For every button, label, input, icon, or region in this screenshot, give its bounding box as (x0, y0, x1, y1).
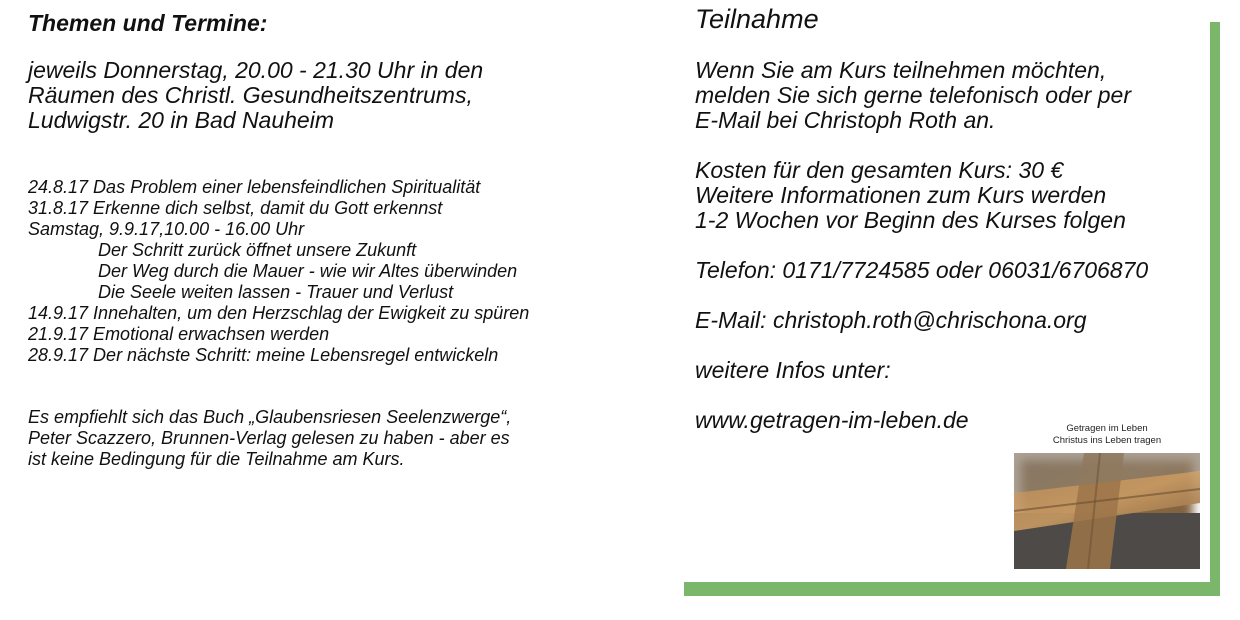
schedule-subitem: Der Weg durch die Mauer - wie wir Altes überwinden (98, 261, 518, 281)
phone-text (695, 258, 1148, 283)
schedule-item: 24.8.17 Das Problem einer lebensfeindlichen Spiritualität (28, 177, 481, 197)
note-line: Es empfiehlt sich das Buch „Glaubensriesen Seelenzwerge“, (28, 407, 512, 427)
book-recommendation (28, 407, 511, 470)
website-text (695, 408, 969, 433)
website-url: www.getragen-im-leben.de (695, 407, 969, 433)
flyer-caption-line: Getragen im Leben (1066, 423, 1148, 434)
schedule-item: Samstag, 9.9.17,10.00 - 16.00 Uhr (28, 219, 305, 239)
participation-panel (684, 0, 1220, 596)
more-info-text: weitere Infos unter: (695, 357, 891, 383)
signup-line: Wenn Sie am Kurs teilnehmen möchten, (695, 57, 1107, 83)
cross-beams-graphic (1014, 453, 1200, 569)
flyer-caption-line: Christus ins Leben tragen (1052, 435, 1162, 446)
flyer-caption (1012, 423, 1202, 447)
note-line: ist keine Bedingung für die Teilnahme am Kurs. (28, 449, 405, 469)
green-frame-right (1210, 22, 1220, 596)
schedule-item: 14.9.17 Innehalten, um den Herzschlag der Ewigkeit zu spüren (28, 303, 530, 323)
more-info-label (695, 358, 891, 383)
schedule-item: 31.8.17 Erkenne dich selbst, damit du Gott erkennst (28, 198, 443, 218)
cost-line: Kosten für den gesamten Kurs: 30 € (695, 157, 1064, 183)
green-frame-bottom (684, 582, 1220, 596)
cost-line: Weitere Informationen zum Kurs werden (695, 182, 1107, 208)
schedule-subitem: Die Seele weiten lassen - Trauer und Verlust (98, 282, 454, 302)
email-text (695, 308, 1087, 333)
wooden-cross-photo (1014, 453, 1200, 569)
course-flyer-image (1012, 420, 1202, 570)
email-address: E-Mail: christoph.roth@chrischona.org (695, 307, 1087, 333)
cost-paragraph (695, 158, 1126, 233)
signup-line: melden Sie sich gerne telefonisch oder per (695, 82, 1131, 108)
intro-line: jeweils Donnerstag, 20.00 - 21.30 Uhr in den (28, 57, 484, 83)
note-line: Peter Scazzero, Brunnen-Verlag gelesen zu haben - aber es (28, 428, 510, 448)
schedule-item: 21.9.17 Emotional erwachsen werden (28, 324, 330, 344)
intro-line: Ludwigstr. 20 in Bad Nauheim (28, 107, 334, 133)
schedule-subitem: Der Schritt zurück öffnet unsere Zukunft (98, 240, 417, 260)
phone-numbers: Telefon: 0171/7724585 oder 06031/6706870 (695, 257, 1149, 283)
intro-line: Räumen des Christl. Gesundheitszentrums, (28, 82, 473, 108)
cost-line: 1-2 Wochen vor Beginn des Kurses folgen (695, 207, 1126, 233)
schedule-list (28, 177, 529, 366)
intro-paragraph (28, 58, 483, 133)
signup-line: E-Mail bei Christoph Roth an. (695, 107, 996, 133)
participation-title: Teilnahme (695, 4, 819, 34)
signup-paragraph (695, 58, 1131, 133)
section-heading: Themen und Termine: (28, 10, 268, 36)
schedule-item: 28.9.17 Der nächste Schritt: meine Lebensregel entwickeln (28, 345, 499, 365)
